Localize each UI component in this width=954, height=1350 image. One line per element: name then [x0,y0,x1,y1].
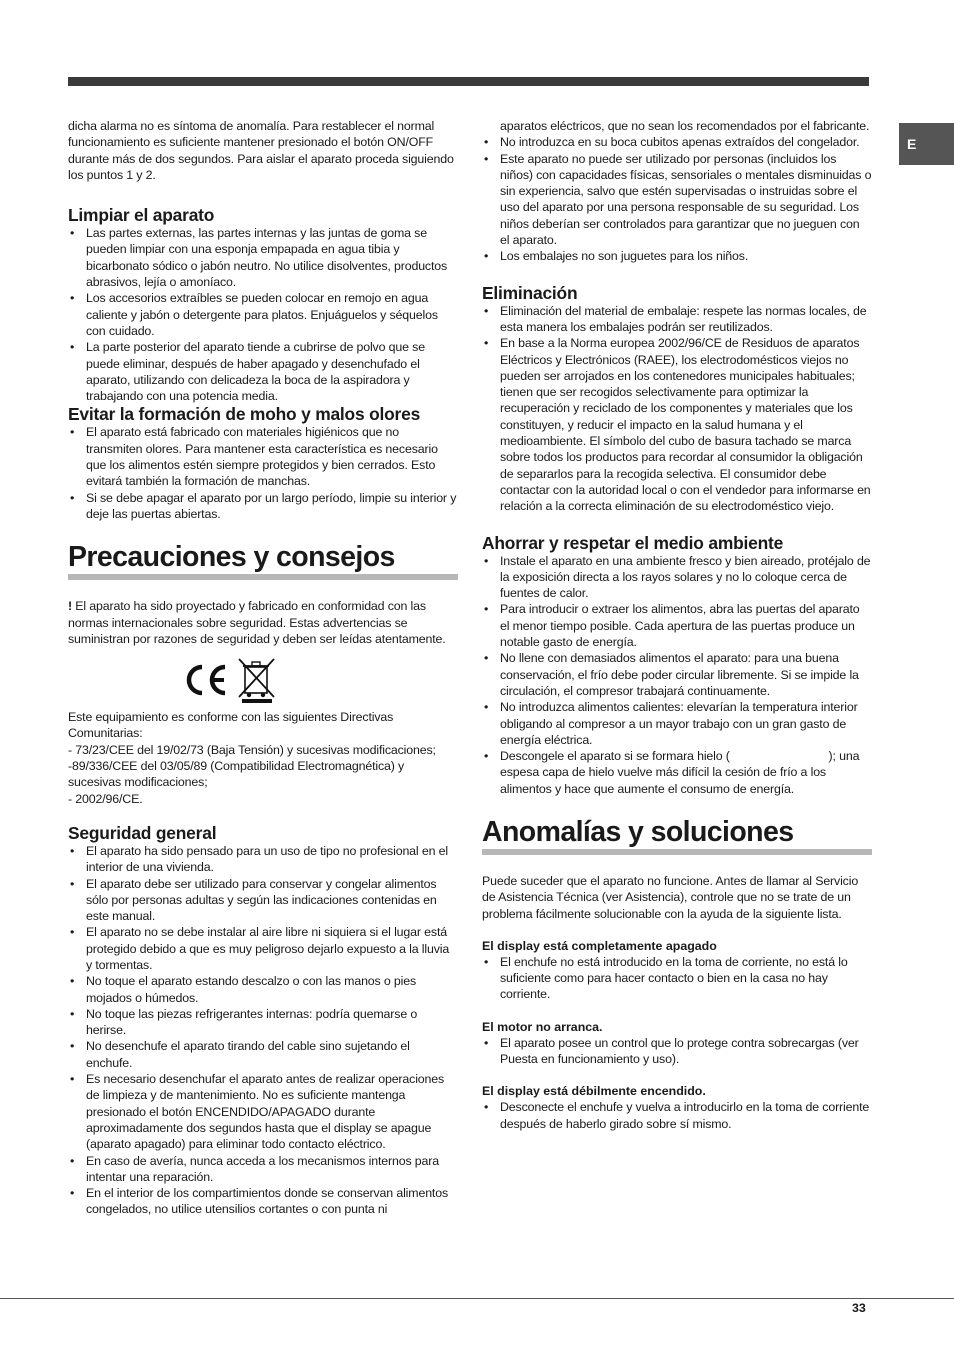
list-continued [482,118,872,265]
footer-rule [0,1298,954,1299]
list-item: • Descongele el aparato si se formara hielo ( ); una espesa capa de hielo vuelve más difícil la cesión de frío a los alimentos y hace que aumente el consumo de energía. [482,748,872,797]
list-item: • Las partes externas, las partes internas y las juntas de goma se pueden limpiar con una esponja empapada en agua tibia y bicarbonato sódico o jabón neutro. No utilice disolventes, productos abrasivos, lejía o amoníaco. [68,225,458,290]
list-item: • El aparato está fabricado con materiales higiénicos que no transmiten olores. Para mantener esta característica es necesario que los alimentos estén siempre protegidos y bien cerrados. Esto evitará también la formación de manchas. [68,424,458,489]
list-item: • No toque las piezas refrigerantes internas: podría quemarse o herirse. [68,1006,458,1039]
section-title-anomalias: Anomalías y soluciones [482,815,872,855]
left-column [68,118,458,1218]
list-item: • Instale el aparato en una ambiente fresco y bien aireado, protéjalo de la exposición directa a los rayos solares y no lo coloque cerca de fuentes de calor. [482,553,872,602]
list-item: • Eliminación del material de embalaje: respete las normas locales, de esta manera los embalajes podrán ser reutilizados. [482,303,872,336]
list-item: • El aparato debe ser utilizado para conservar y congelar alimentos sólo por personas adultas y según las indicaciones contenidas en este manual. [68,876,458,925]
list-item: • Este aparato no puede ser utilizado por personas (incluidos los niños) con capacidades físicas, sensoriales o mentales disminuidas o sin experiencia, salvo que estén supervisadas o instruidas sobre el uso del aparato por una persona responsable de su seguridad. Los niños deberían ser controlados para garantizar que no jueguen con el aparato. [482,151,872,249]
language-tab: E [899,123,954,165]
problem-list [482,1099,872,1132]
heading-moho: Evitar la formación de moho y malos olores [68,404,421,425]
list-item: • El enchufe no está introducido en la toma de corriente, no está lo suficiente como para hacer contacto o bien en la casa no hay corriente. [482,954,872,1003]
problem-title: El display está débilmente encendido. [482,1084,706,1099]
header-rule [68,77,869,86]
crossed-bin-icon [239,659,274,703]
ce-mark-icon [189,667,225,693]
list-item: • No llene con demasiados alimentos el aparato: para una buena conservación, el frío debe poder circular libremente. Si se impide la circulación, el compresor trabajará continuamente. [482,650,872,699]
directive-line: -89/336/CEE del 03/05/89 (Compatibilidad Electromagnética) y sucesivas modificaciones; [68,759,405,790]
list-seguridad [68,843,458,1218]
problem-title: El display está completamente apagado [482,938,717,953]
problem-list [482,1035,872,1068]
list-item: • El aparato no se debe instalar al aire libre ni siquiera si el lugar está protegido debido a que es muy peligroso dejarlo expuesto a la lluvia y tormentas. [68,924,458,973]
heading-seguridad: Seguridad general [68,822,217,843]
right-column [482,118,872,1132]
list-item: • Los embalajes no son juguetes para los niños. [482,248,872,264]
list-item: • La parte posterior del aparato tiende a cubrirse de polvo que se puede eliminar, después de haber apagado y desenchufado el aparato, utilizando con delicadeza la boca de la aspiradora y trabajando con una potencia media. [68,339,458,404]
list-item-continued: aparatos eléctricos, que no sean los recomendados por el fabricante. [500,119,870,133]
list-item: • El aparato ha sido pensado para un uso de tipo no profesional en el interior de una vivienda. [68,843,458,876]
compliance-logos [68,657,458,705]
warning-text: El aparato ha sido proyectado y fabricado en conformidad con las normas internacionales sobre seguridad. Estas advertencias se suministran por razones de seguridad y deben ser leídas atentamente. [68,599,446,646]
problem-list [482,954,872,1003]
list-ahorrar [482,553,872,797]
list-item: • En el interior de los compartimientos donde se conservan alimentos congelados, no utilice utensilios cortantes o con punta ni [68,1185,458,1218]
heading-limpiar: Limpiar el aparato [68,205,215,226]
list-item: • No toque el aparato estando descalzo o con las manos o pies mojados o húmedos. [68,973,458,1006]
list-moho [68,424,458,522]
problem-title: El motor no arranca. [482,1019,603,1034]
warning-mark: ! [68,599,72,614]
heading-eliminacion: Eliminación [482,282,578,303]
list-item: • El aparato posee un control que lo protege contra sobrecargas (ver Puesta en funcionamiento y uso). [482,1035,872,1068]
page-number: 33 [852,1301,866,1315]
ce-weee-logos [180,657,280,703]
directive-line: - 2002/96/CE. [68,791,143,806]
list-item: • Es necesario desenchufar el aparato antes de realizar operaciones de limpieza y de mantenimiento. No es suficiente mantenga presionado el botón ENCENDIDO/APAGADO durante aproximadamente dos segundos hasta que el display se apague (aparato apagado) para eliminar todo contacto eléctrico. [68,1071,458,1152]
list-item: • No introduzca en su boca cubitos apenas extraídos del congelador. [482,134,872,150]
list-item: • En base a la Norma europea 2002/96/CE de Residuos de aparatos Eléctricos y Electrónicos (RAEE), los electrodomésticos viejos no pueden ser arrojados en los contenedores municipales habituales; tienen que ser recogidos selectivamente para optimizar la recuperación y reciclado de los componentes y materiales que los constituyen, y reducir el impacto en la salud humana y el medioambiente. El símbolo del cubo de basura tachado se marca sobre todos los productos para recordar al consumidor la obligación de separarlos para la recogida selectiva. El consumidor debe contactar con la autoridad local o con el vendedor para informarse en relación a la correcta eliminación de su electrodoméstico viejo. [482,335,872,514]
directives-intro: Este equipamiento es conforme con las siguientes Directivas Comunitarias: [68,710,394,741]
directive-line: - 73/23/CEE del 19/02/73 (Baja Tensión) y sucesivas modificaciones; [68,742,436,757]
intro-paragraph: dicha alarma no es síntoma de anomalía. Para restablecer el normal funcionamiento es suficiente mantener presionado el botón ON/OFF durante más de dos segundos. Para aislar el aparato proceda siguiendo los puntos 1 y 2. [68,119,454,182]
list-item: • No introduzca alimentos calientes: elevarían la temperatura interior obligando al compresor a un mayor trabajo con un gran gasto de energía eléctrica. [482,699,872,748]
heading-ahorrar: Ahorrar y respetar el medio ambiente [482,532,784,553]
list-item: • En caso de avería, nunca acceda a los mecanismos internos para intentar una reparación. [68,1153,458,1186]
list-limpiar [68,225,458,404]
anomalias-intro: Puede suceder que el aparato no funcione. Antes de llamar al Servicio de Asistencia Técnica (ver Asistencia), controle que no se trate de un problema fácilmente solucionable con la ayuda de la siguiente lista. [482,873,859,921]
list-item: • No desenchufe el aparato tirando del cable sino sujetando el enchufe. [68,1038,458,1071]
list-item: • Para introducir o extraer los alimentos, abra las puertas del aparato el menor tiempo posible. Cada apertura de las puertas produce un notable gasto de energía. [482,601,872,650]
list-item: • Los accesorios extraíbles se pueden colocar en remojo en agua caliente y jabón o detergente para platos. Enjuáguelos y séquelos con cuidado. [68,290,458,339]
list-item: • Desconecte el enchufe y vuelva a introducirlo en la toma de corriente después de haberlo girado sobre sí mismo. [482,1099,872,1132]
list-eliminacion [482,303,872,515]
section-title-precauciones: Precauciones y consejos [68,540,458,580]
warning-paragraph [68,598,458,647]
list-item: • Si se debe apagar el aparato por un largo período, limpie su interior y deje las puertas abiertas. [68,490,458,523]
